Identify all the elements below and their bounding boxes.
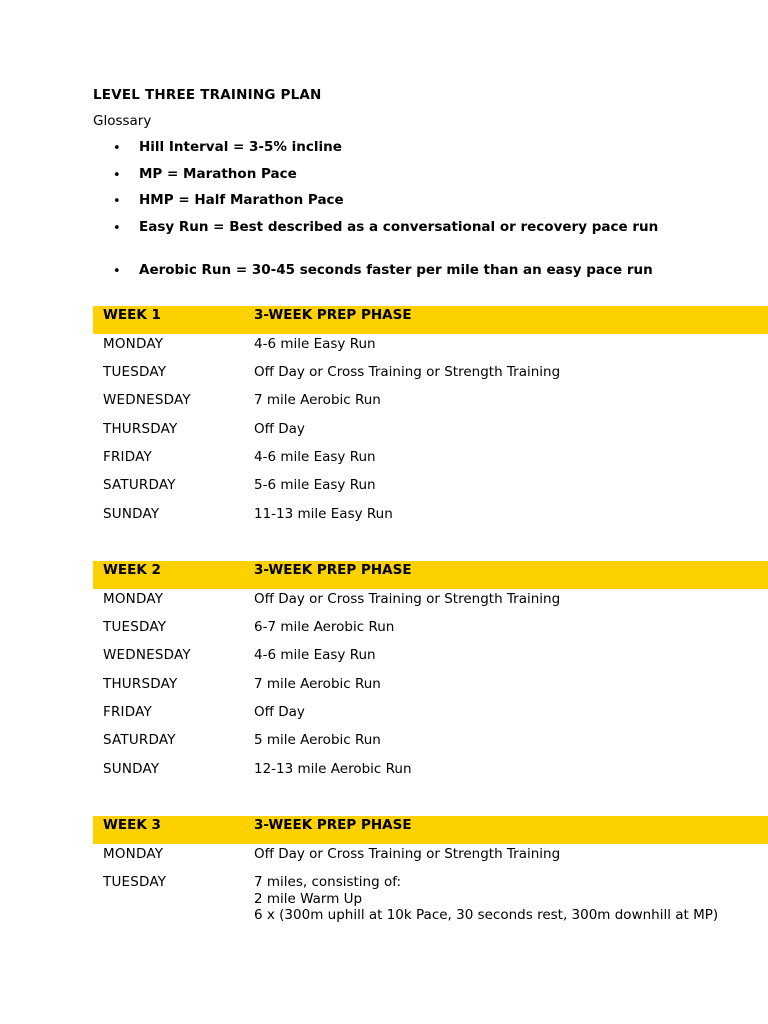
day-label: SUNDAY [103, 761, 160, 777]
bullet-icon: • [113, 264, 121, 279]
week-2-header [93, 561, 768, 589]
activity-text: Off Day [254, 421, 305, 437]
schedule-row [93, 732, 768, 756]
glossary-item: Aerobic Run = 30-45 seconds faster per mile than an easy pace run [139, 262, 653, 278]
schedule-row [93, 421, 768, 445]
day-label: TUESDAY [103, 874, 167, 890]
week-3-header [93, 816, 768, 844]
schedule-row [93, 336, 768, 360]
day-label: FRIDAY [103, 449, 152, 465]
day-label: TUESDAY [103, 364, 167, 380]
activity-text: 12-13 mile Aerobic Run [254, 761, 412, 777]
schedule-row [93, 364, 768, 388]
day-label: SUNDAY [103, 506, 160, 522]
schedule-row [93, 676, 768, 700]
day-label: TUESDAY [103, 619, 167, 635]
day-label: FRIDAY [103, 704, 152, 720]
schedule-row [93, 704, 768, 728]
activity-text: 7 mile Aerobic Run [254, 676, 381, 692]
glossary-heading: Glossary [93, 113, 152, 129]
glossary-item: HMP = Half Marathon Pace [139, 192, 344, 208]
week-label: WEEK 2 [103, 562, 161, 578]
schedule-row [93, 647, 768, 671]
activity-text: Off Day or Cross Training or Strength Training [254, 364, 561, 380]
day-label: SATURDAY [103, 477, 176, 493]
schedule-row [93, 392, 768, 416]
activity-text: Off Day or Cross Training or Strength Training [254, 846, 561, 862]
activity-text: 5 mile Aerobic Run [254, 732, 381, 748]
schedule-row [93, 874, 768, 934]
schedule-row [93, 619, 768, 643]
activity-text: 7 mile Aerobic Run [254, 392, 381, 408]
day-label: MONDAY [103, 846, 164, 862]
day-label: SATURDAY [103, 732, 176, 748]
day-label: THURSDAY [103, 421, 178, 437]
bullet-icon: • [113, 141, 121, 156]
activity-text: 11-13 mile Easy Run [254, 506, 393, 522]
week-label: WEEK 1 [103, 307, 161, 323]
page-title: LEVEL THREE TRAINING PLAN [93, 87, 322, 103]
phase-label: 3-WEEK PREP PHASE [254, 307, 412, 323]
week-label: WEEK 3 [103, 817, 161, 833]
activity-text: 7 miles, consisting of: 2 mile Warm Up 6 x (300m uphill at 10k Pace, 30 seconds rest, 300m downhill at MP) [254, 874, 719, 923]
bullet-icon: • [113, 168, 121, 183]
schedule-row [93, 449, 768, 473]
glossary-item: Easy Run = Best described as a conversational or recovery pace run [139, 219, 659, 235]
day-label: MONDAY [103, 336, 164, 352]
activity-text: 4-6 mile Easy Run [254, 336, 376, 352]
phase-label: 3-WEEK PREP PHASE [254, 562, 412, 578]
schedule-row [93, 477, 768, 501]
schedule-row [93, 846, 768, 870]
bullet-icon: • [113, 221, 121, 236]
day-label: MONDAY [103, 591, 164, 607]
day-label: THURSDAY [103, 676, 178, 692]
schedule-row [93, 591, 768, 615]
activity-text: Off Day [254, 704, 305, 720]
bullet-icon: • [113, 194, 121, 209]
day-label: WEDNESDAY [103, 392, 191, 408]
activity-text: Off Day or Cross Training or Strength Training [254, 591, 561, 607]
glossary-item: MP = Marathon Pace [139, 166, 297, 182]
activity-text: 5-6 mile Easy Run [254, 477, 376, 493]
schedule-row [93, 506, 768, 530]
week-1-header [93, 306, 768, 334]
schedule-row [93, 761, 768, 785]
activity-text: 6-7 mile Aerobic Run [254, 619, 395, 635]
glossary-item: Hill Interval = 3-5% incline [139, 139, 342, 155]
phase-label: 3-WEEK PREP PHASE [254, 817, 412, 833]
activity-text: 4-6 mile Easy Run [254, 647, 376, 663]
activity-text: 4-6 mile Easy Run [254, 449, 376, 465]
day-label: WEDNESDAY [103, 647, 191, 663]
